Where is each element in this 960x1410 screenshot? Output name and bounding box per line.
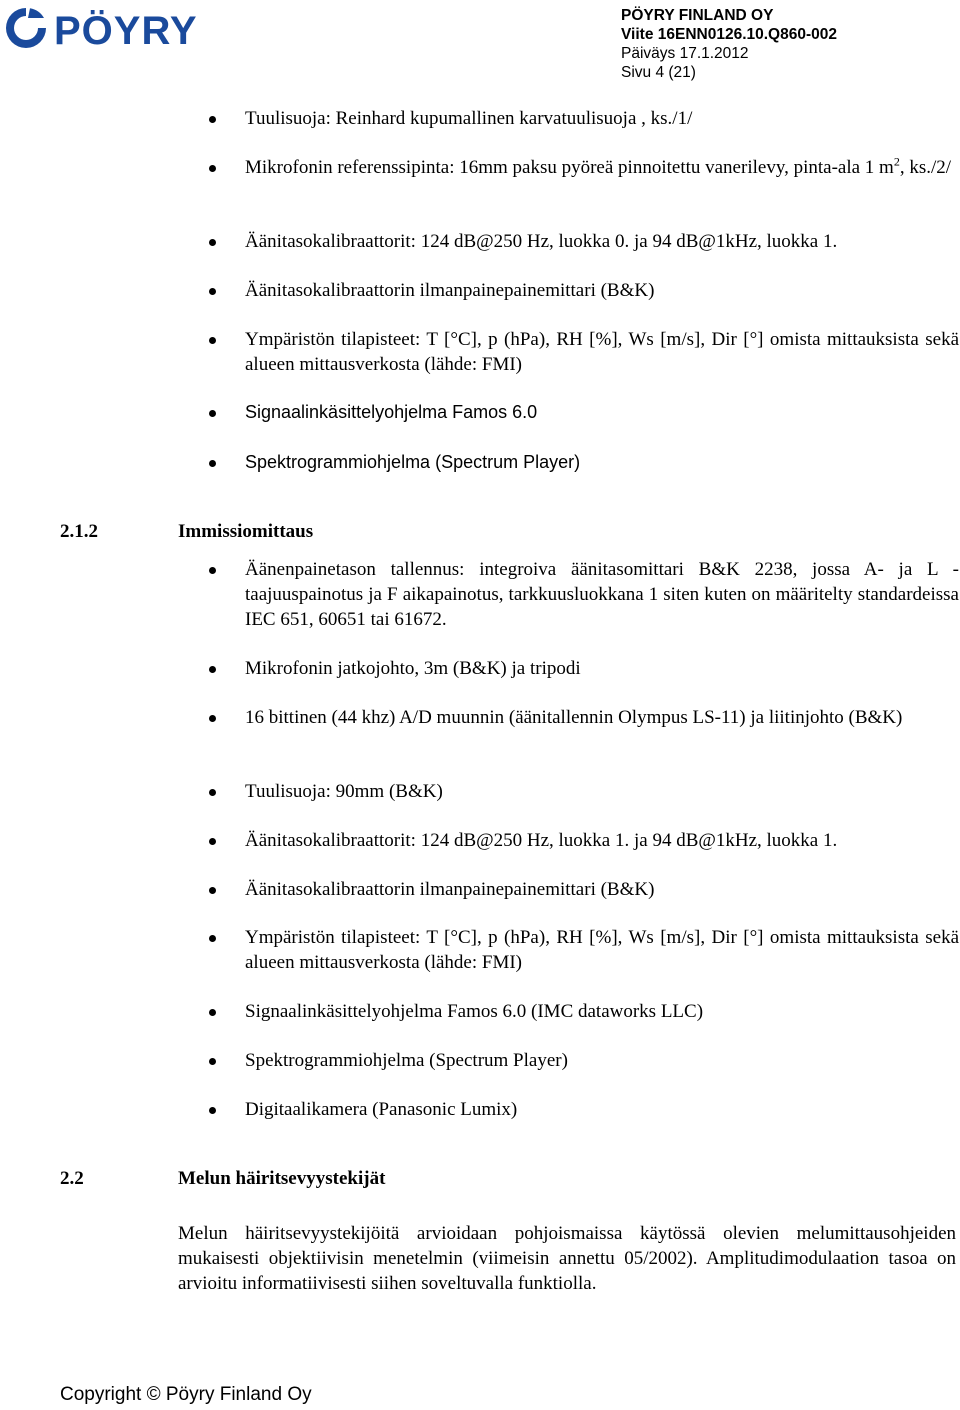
list-item: Äänitasokalibraattorin ilmanpainepainemittari (B&K) (245, 278, 959, 303)
section-number: 2.2 (60, 1168, 84, 1189)
bullet-icon (209, 789, 216, 796)
bullet-icon (209, 838, 216, 845)
list-item: Ympäristön tilapisteet: T [°C], p (hPa), RH [%], Ws [m/s], Dir [°] omista mittauksista sekä alueen mittausverkosta (lähde: FMI) (245, 925, 959, 975)
footer-copyright: Copyright © Pöyry Finland Oy (60, 1384, 312, 1405)
list-item: Äänenpainetason tallennus: integroiva äänitasomittari B&K 2238, jossa A- ja L - taajuuspainotus ja F aikapainotus, tarkkuusluokkana 1 siten kuten on määritelty standardeissa IEC 651, 60651 tai 61672. (245, 557, 959, 632)
section-title: Immissiomittaus (178, 521, 314, 542)
body-paragraph: Melun häiritsevyystekijöitä arvioidaan pohjoismaissa käytössä olevien melumittausohjeiden mukaisesti objektiivisin menetelmin (viimeisin annettu 05/2002). Amplitudimodulaation tasoa on arvioitu informatiivisesti siihen soveltuvalla funktiolla. (178, 1223, 956, 1294)
list-item: Mikrofonin referenssipinta: 16mm paksu pyöreä pinnoitettu vanerilevy, pinta-ala 1 $m^2$, ks./2/ (245, 155, 959, 180)
bullet-icon (209, 460, 216, 467)
bullet-icon (209, 288, 216, 295)
bullet-icon (209, 239, 216, 246)
reference-number: Viite 16ENN0126.10.Q860-002 (621, 26, 838, 43)
bullet-icon (209, 337, 216, 344)
logo-wordmark: PÖYRY (54, 9, 198, 50)
document-date: Päiväys 17.1.2012 (621, 45, 749, 62)
bullet-icon (209, 666, 216, 673)
list-item: Mikrofonin jatkojohto, 3m (B&K) ja tripodi (245, 656, 959, 681)
bullet-icon (209, 715, 216, 722)
list-item: Äänitasokalibraattorin ilmanpainepainemittari (B&K) (245, 877, 959, 902)
bullet-icon (209, 1107, 216, 1114)
list-item: Ympäristön tilapisteet: T [°C], p (hPa), RH [%], Ws [m/s], Dir [°] omista mittauksista sekä alueen mittausverkosta (lähde: FMI) (245, 327, 959, 377)
list-item: Spektrogrammiohjelma (Spectrum Player) (245, 450, 959, 475)
section-number: 2.1.2 (60, 521, 98, 542)
list-item: Signaalinkäsittelyohjelma Famos 6.0 (IMC dataworks LLC) (245, 999, 959, 1024)
list-item: Digitaalikamera (Panasonic Lumix) (245, 1097, 959, 1122)
list-item: Signaalinkäsittelyohjelma Famos 6.0 (245, 400, 959, 425)
company-name: PÖYRY FINLAND OY (621, 7, 774, 24)
section-title: Melun häiritsevyystekijät (178, 1168, 386, 1189)
bullet-icon (209, 165, 216, 172)
list-item: Äänitasokalibraattorit: 124 dB@250 Hz, luokka 1. ja 94 dB@1kHz, luokka 1. (245, 828, 959, 853)
bullet-icon (209, 935, 216, 942)
bullet-icon (209, 410, 216, 417)
bullet-icon (209, 116, 216, 123)
list-item: Spektrogrammiohjelma (Spectrum Player) (245, 1048, 959, 1073)
bullet-icon (209, 567, 216, 574)
list-item: Tuulisuoja: 90mm (B&K) (245, 779, 959, 804)
page-number: Sivu 4 (21) (621, 64, 696, 81)
list-item: Tuulisuoja: Reinhard kupumallinen karvatuulisuoja , ks./1/ (245, 106, 959, 131)
list-item: 16 bittinen (44 khz) A/D muunnin (äänitallennin Olympus LS-11) ja liitinjohto (B&K) (245, 705, 959, 730)
bullet-icon (209, 887, 216, 894)
bullet-icon (209, 1009, 216, 1016)
list-item: Äänitasokalibraattorit: 124 dB@250 Hz, luokka 0. ja 94 dB@1kHz, luokka 1. (245, 229, 959, 254)
bullet-icon (209, 1058, 216, 1065)
